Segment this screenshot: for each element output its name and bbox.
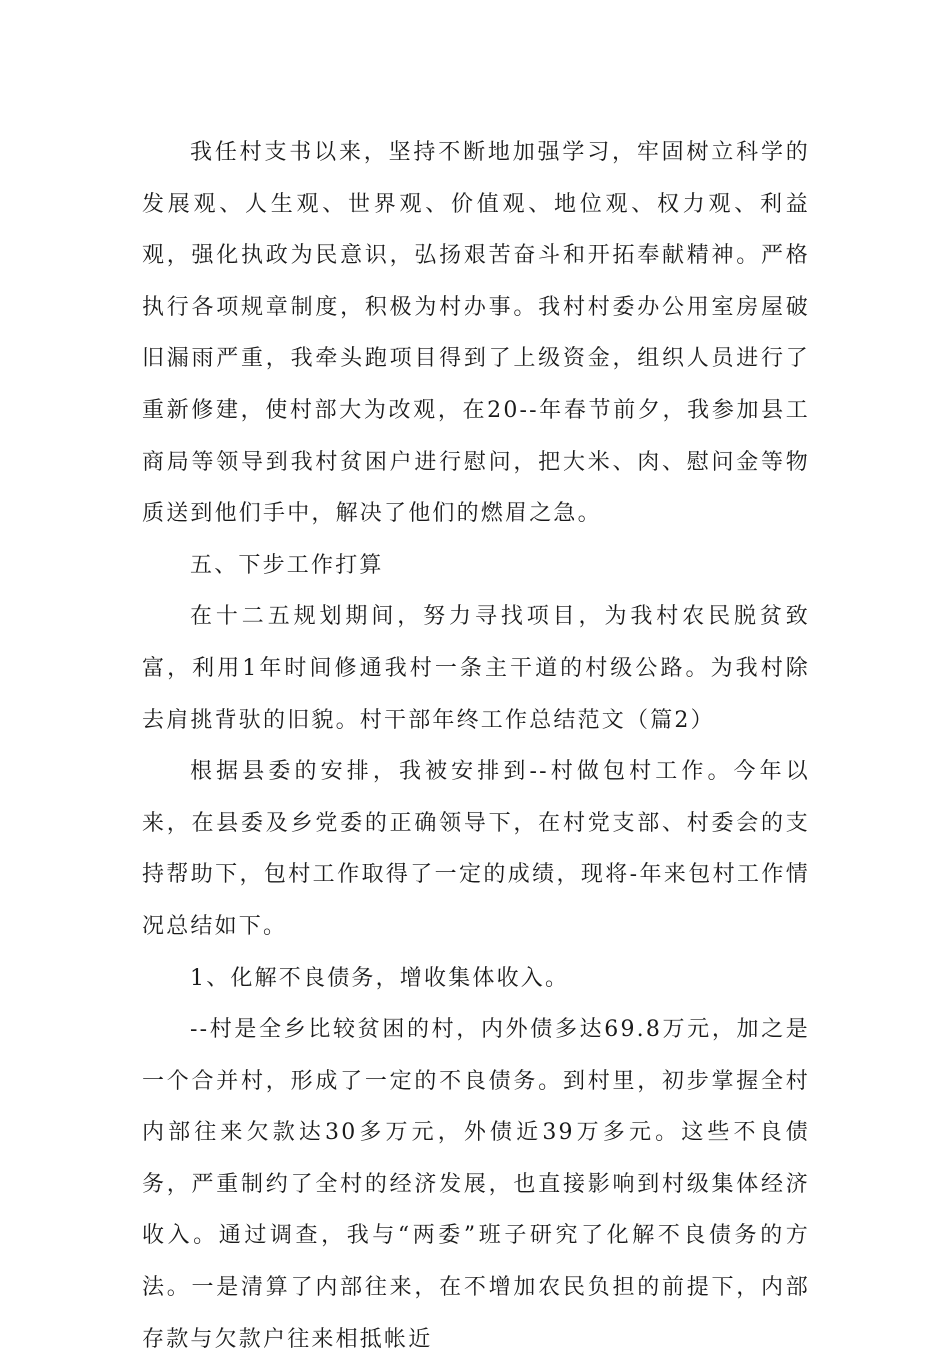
document-body (142, 127, 810, 1365)
paragraph-village-assignment: 根据县委的安排，我被安排到--村做包村工作。今年以来，在县委及乡党委的正确领导下，在村党支部、村委会的支持帮助下，包村工作取得了一定的成绩，现将-年来包村工作情况总结如下。 (142, 759, 810, 939)
paragraph-debt-details: --村是全乡比较贫困的村，内外债多达69.8万元，加之是一个合并村，形成了一定的不良债务。到村里，初步掌握全村内部往来欠款达30多万元，外债近39万多元。这些不良债务，严重制约了全村的经济发展，也直接影响到村级集体经济收入。通过调查，我与“两委”班子研究了化解不良债务的方法。一是清算了内部往来，在不增加农民负担的前提下，内部存款与欠款户往来相抵帐近 (142, 1017, 810, 1352)
section-heading-debt-resolution: 1、化解不良债务，增收集体收入。 (190, 965, 570, 991)
section-heading-next-plan: 五、下步工作打算 (190, 552, 384, 578)
paragraph-five-year-plan: 在十二五规划期间，努力寻找项目，为我村农民脱贫致富，利用1年时间修通我村一条主干道的村级公路。为我村除去肩挑背驮的旧貌。村干部年终工作总结范文（篇2） (142, 604, 810, 733)
paragraph-secretary-work: 我任村支书以来，坚持不断地加强学习，牢固树立科学的发展观、人生观、世界观、价值观、地位观、权力观、利益观，强化执政为民意识，弘扬艰苦奋斗和开拓奉献精神。严格执行各项规章制度，积极为村办事。我村村委办公用室房屋破旧漏雨严重，我牵头跑项目得到了上级资金，组织人员进行了重新修建，使村部大为改观，在20--年春节前夕，我参加县工商局等领导到我村贫困户进行慰问，把大米、肉、慰问金等物质送到他们手中，解决了他们的燃眉之急。 (142, 140, 810, 527)
